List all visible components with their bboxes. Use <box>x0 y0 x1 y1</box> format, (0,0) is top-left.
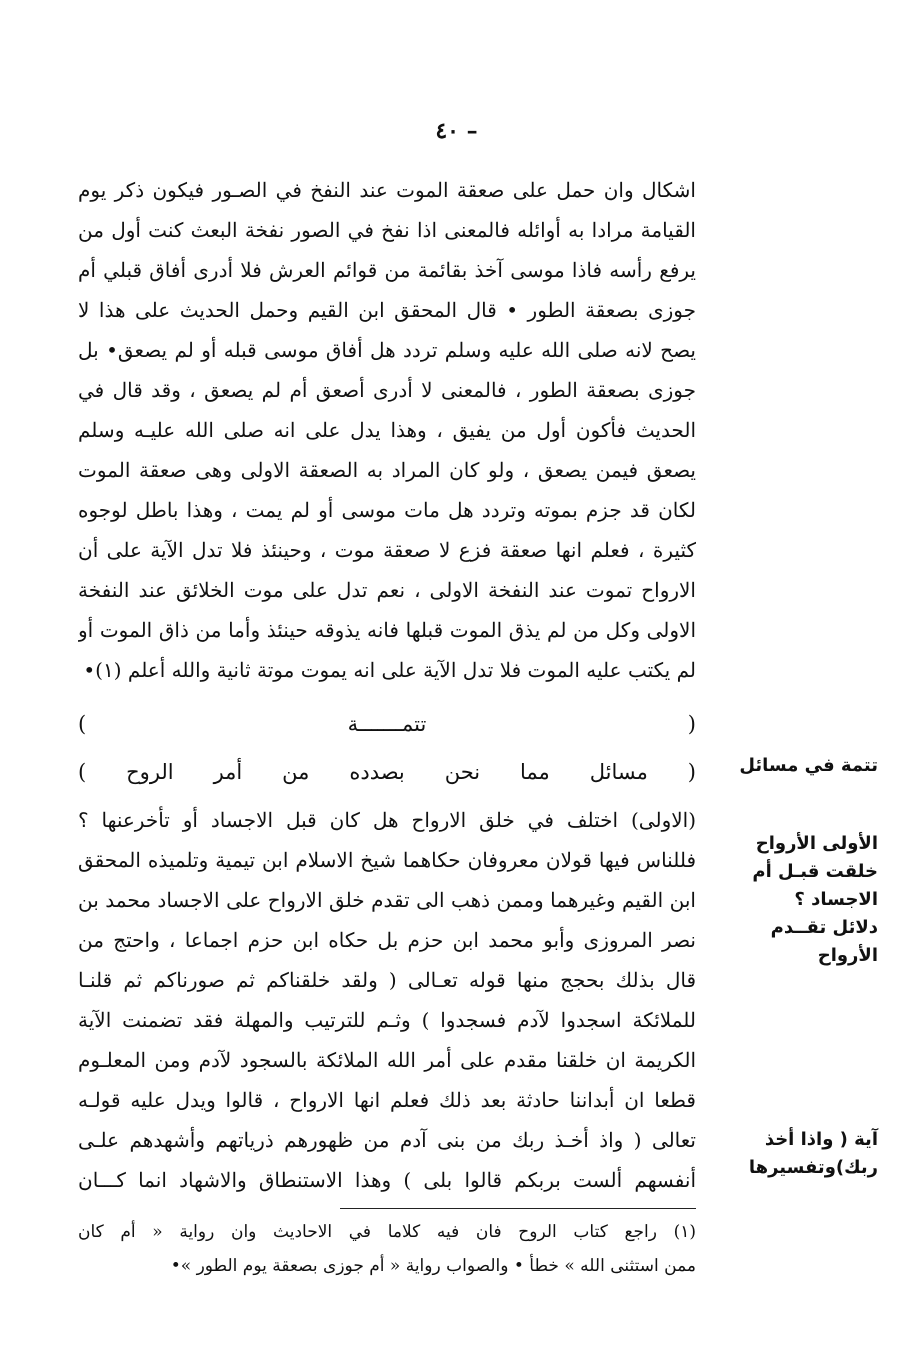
footnote-divider <box>340 1208 696 1209</box>
text-line: كثيرة ، فعلم انها صعقة فزع لا صعقة موت ، وحينئذ فلا تدل الآية على أن <box>78 538 696 562</box>
text-line: أنفسهم ألست بربكم قالوا بلى ) وهذا الاستنطاق والاشهاد انما كـــان <box>78 1168 696 1192</box>
margin-note-line: آية ( واذا أخذ <box>764 1129 878 1150</box>
text-line: الارواح تموت عند النفخة الاولى ، نعم تدل على موت الخلائق عند النفخة <box>78 578 696 602</box>
text-line: لم يكتب عليه الموت فلا تدل الآية على انه يموت موتة ثانية والله أعلم (١)• <box>83 658 696 682</box>
footnote-line: ممن استثنى الله » خطأ • والصواب رواية « أم جوزى بصعقة يوم الطور »• <box>170 1256 696 1276</box>
text-line: جوزى بصعقة الطور • قال المحقق ابن القيم وحمل الحديث على هذا لا <box>78 298 696 322</box>
text-line: للملائكة اسجدوا لآدم فسجدوا ) وثـم للترتيب والمهلة فقد تضمنت الآية <box>78 1008 696 1032</box>
section-heading: ( تتمـــــــة ) <box>78 712 696 736</box>
text-line: نصر المروزى وأبو محمد ابن حزم بل حكاه ابن حزم اجماعا ، واحتج من <box>78 928 696 952</box>
margin-note-line: الأولى الأرواح <box>755 833 878 854</box>
text-line: القيامة مرادا به أوائله فالمعنى اذا نفخ في الصور نفخة البعث كنت أول من <box>78 218 696 242</box>
paragraph-1 <box>78 170 696 700</box>
text-line: ابن القيم وغيرهما وممن ذهب الى تقدم خلق الارواح على الاجساد محمد بن <box>78 888 696 912</box>
margin-note-first-question <box>712 830 878 970</box>
section-subheading: ( مسائل مما نحن بصدده من أمر الروح ) <box>78 760 696 784</box>
footnote-line: (١) راجع كتاب الروح فان فيه كلاما في الاحاديث وان رواية « أم كان <box>78 1222 696 1242</box>
text-line: تعالى ( واذ أخـذ ربك من بنى آدم من ظهورهم ذرياتهم وأشهدهم علـى <box>78 1128 696 1152</box>
margin-note-line: الاجساد ؟ <box>794 889 878 910</box>
margin-note-line: ربك)وتفسيرها <box>748 1157 878 1178</box>
margin-note-line: خلقت قبـل أم <box>752 861 878 882</box>
text-line: قال بذلك بحجج منها قوله تعـالى ( ولقد خلقناكم ثم صورناكم ثم قلنـا <box>78 968 696 992</box>
text-line: الكريمة ان خلقنا مقدم على أمر الله الملائكة بالسجود لآدم ومن المعلـوم <box>78 1048 696 1072</box>
text-line: فللناس فيها قولان معروفان حكاهما شيخ الاسلام ابن تيمية وتلميذه المحقق <box>78 848 696 872</box>
margin-note-line: تتمة في مسائل <box>739 755 878 776</box>
text-line: اشكال وان حمل على صعقة الموت عند النفخ في الصـور فيكون ذكر يوم <box>78 178 696 202</box>
section-header <box>78 706 696 796</box>
text-line: الحديث فأكون أول من يفيق ، وهذا يدل على انه صلى الله عليـه وسلم <box>78 418 696 442</box>
text-line: يصعق فيمن يصعق ، ولو كان المراد به الصعقة الاولى وهى صعقة الموت <box>78 458 696 482</box>
text-line: لكان قد جزم بموته وتردد هل مات موسى أو لم يمت ، وهذا باطل لوجوه <box>78 498 696 522</box>
margin-note-line: دلائل تقــدم <box>770 917 878 938</box>
text-line: يرفع رأسه فاذا موسى آخذ بقائمة من قوائم العرش فلا أدرى أفاق قبلي أم <box>78 258 696 282</box>
margin-note-line: الأرواح <box>817 945 878 966</box>
footnote <box>78 1216 696 1286</box>
margin-note-supplement <box>712 752 878 780</box>
text-line: قطعا ان أبداننا حادثة بعد ذلك فعلم انها الارواح ، قالوا ويدل عليه قولـه <box>78 1088 696 1112</box>
text-line: الاولى وكل من لم يذق الموت قبلها فانه يذوقه حينئذ وأما من ذاق الموت أو <box>78 618 696 642</box>
text-line: جوزى بصعقة الطور ، فالمعنى لا أدرى أصعق أم لم يصعق ، وقد قال في <box>78 378 696 402</box>
text-line: (الاولى) اختلف في خلق الارواح هل كان قبل الاجساد أو تأخرعنها ؟ <box>78 808 696 832</box>
text-line: يصح لانه صلى الله عليه وسلم تردد هل أفاق موسى قبله أو لم يصعق• بل <box>78 338 696 362</box>
margin-note-verse <box>712 1126 878 1182</box>
paragraph-2 <box>78 800 696 1200</box>
page-number: – ٤٠ <box>435 118 478 144</box>
